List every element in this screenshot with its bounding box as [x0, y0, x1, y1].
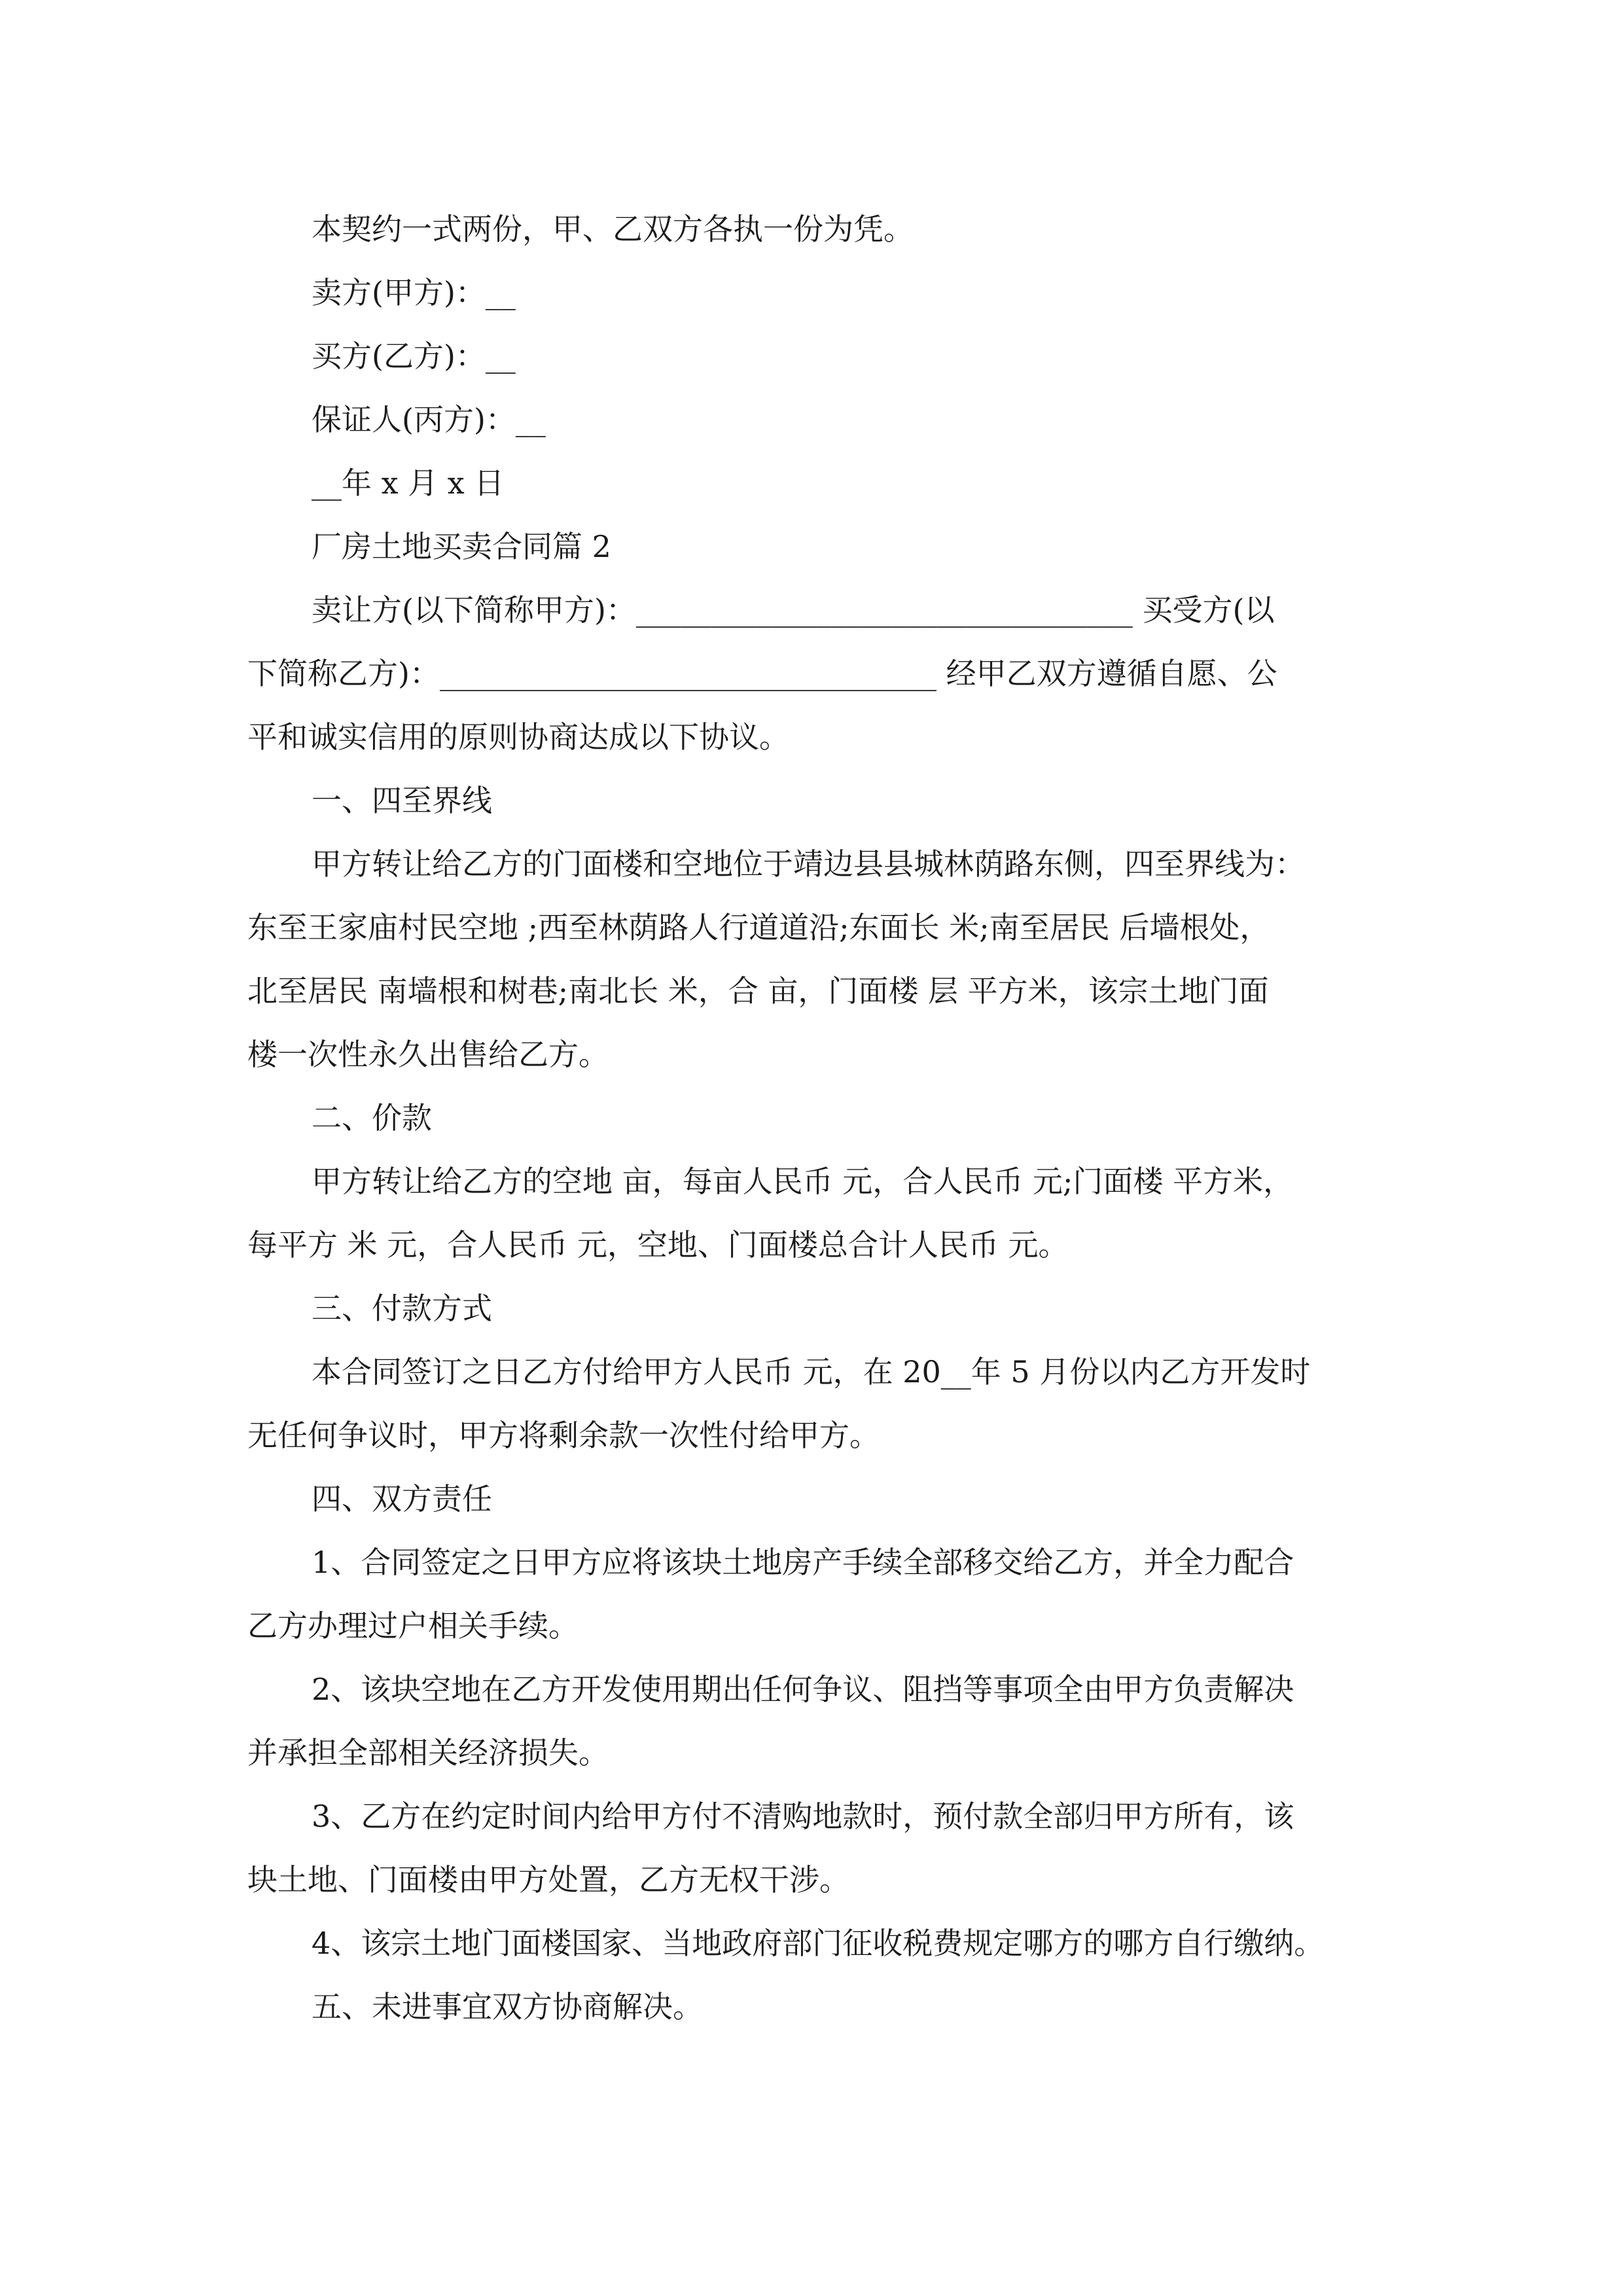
text-line: 平和诚实信用的原则协商达成以下协议。: [247, 719, 789, 755]
text-line: 买方(乙方)：__: [312, 338, 516, 374]
section-title: 厂房土地买卖合同篇 2: [312, 529, 611, 564]
text-line: 4、该宗土地门面楼国家、当地政府部门征收税费规定哪方的哪方自行缴纳。: [312, 1926, 1325, 1961]
text-line: 甲方转让给乙方的空地 亩，每亩人民币 元，合人民币 元;门面楼 平方米，: [312, 1164, 1293, 1199]
clause-heading: 二、价款: [312, 1100, 432, 1136]
text-line: 本契约一式两份，甲、乙双方各执一份为凭。: [312, 211, 914, 247]
text-line: 乙方办理过户相关手续。: [247, 1608, 579, 1643]
text-line: 1、合同签定之日甲方应将该块土地房产手续全部移交给乙方，并全力配合: [312, 1545, 1294, 1580]
text-line: __年 x 月 x 日: [312, 465, 505, 501]
text-line: 块土地、门面楼由甲方处置，乙方无权干涉。: [247, 1862, 849, 1897]
text-line: 无任何争议时，甲方将剩余款一次性付给甲方。: [247, 1418, 880, 1453]
clause-heading: 四、双方责任: [312, 1481, 492, 1516]
text-line: 北至居民 南墙根和树巷;南北长 米，合 亩，门面楼 层 平方米，该宗土地门面: [247, 973, 1269, 1009]
text-line: 楼一次性永久出售给乙方。: [247, 1037, 609, 1072]
text-line: 卖让方(以下简称甲方)：_________________________________ 买受方(以: [312, 592, 1275, 628]
text-line: 甲方转让给乙方的门面楼和空地位于靖边县县城林荫路东侧，四至界线为：: [312, 846, 1305, 882]
text-line: 下简称乙方)：_________________________________ 经甲乙双方遵循自愿、公: [247, 656, 1277, 691]
text-line: 并承担全部相关经济损失。: [247, 1735, 609, 1770]
text-line: 东至王家庙村民空地 ;西至林荫路人行道道沿;东面长 米;南至居民 后墙根处，: [247, 910, 1270, 945]
text-line: 卖方(甲方)：__: [312, 275, 516, 310]
text-line: 保证人(丙方)：__: [312, 402, 546, 437]
text-line: 每平方 米 元，合人民币 元，空地、门面楼总合计人民币 元。: [247, 1227, 1069, 1263]
text-line: 本合同签订之日乙方付给甲方人民币 元，在 20__年 5 月份以内乙方开发时: [312, 1354, 1311, 1390]
clause-heading: 五、未进事宜双方协商解决。: [312, 1989, 703, 2024]
clause-heading: 一、四至界线: [312, 783, 492, 818]
text-line: 3、乙方在约定时间内给甲方付不清购地款时，预付款全部归甲方所有，该: [312, 1799, 1294, 1834]
clause-heading: 三、付款方式: [312, 1291, 492, 1326]
text-line: 2、该块空地在乙方开发使用期出任何争议、阻挡等事项全由甲方负责解决: [312, 1672, 1294, 1707]
